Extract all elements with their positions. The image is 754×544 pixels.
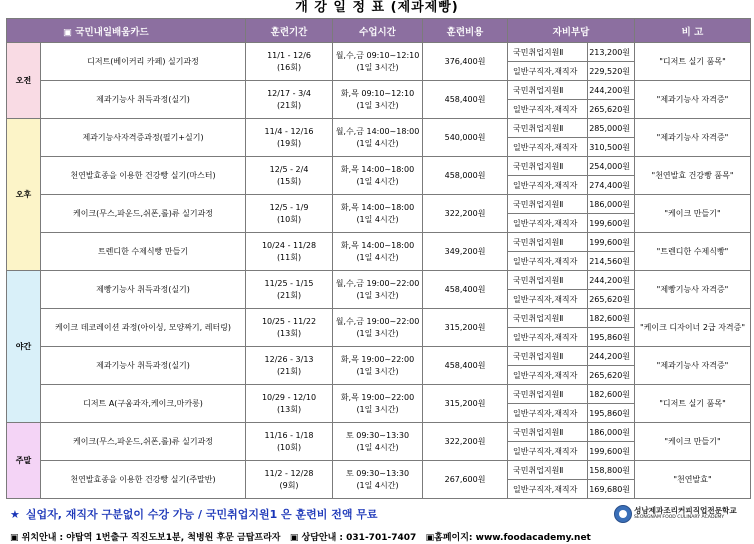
hours-time: 토 09:30~13:30: [345, 430, 410, 440]
course-name: 디저트(베이커리 카페) 실기과정: [41, 43, 246, 81]
course-note: "제과기능사 자격증": [635, 81, 751, 119]
period-sessions: (21회): [276, 100, 302, 110]
course-name: 케이크 데코레이션 과정(아이싱, 모양짜기, 레터링): [41, 309, 246, 347]
class-hours: [333, 81, 423, 119]
training-fee: 315,200원: [423, 385, 508, 423]
page-title: 개 강 일 정 표 (제과제빵): [295, 0, 459, 15]
course-note: "트렌디한 수제식빵": [635, 233, 751, 271]
course-note: "천연발효 건강빵 품목": [635, 157, 751, 195]
phone-info: ▣ 상담안내 : 031-701-7407: [289, 533, 417, 543]
course-note: "제과기능사 자격증": [635, 119, 751, 157]
copay-amount: 158,800원: [588, 461, 635, 480]
copay-category: 국민취업지원Ⅱ: [508, 309, 588, 328]
hours-time: 화,목 14:00~18:00: [340, 202, 415, 212]
copay-amount: 244,200원: [588, 81, 635, 100]
course-name: 제과기능사자격증과정(필기+실기): [41, 119, 246, 157]
copay-category: 국민취업지원Ⅱ: [508, 461, 588, 480]
hours-time: 토 09:30~13:30: [345, 468, 410, 478]
training-period: [246, 461, 333, 499]
copay-category: 국민취업지원Ⅱ: [508, 81, 588, 100]
training-period: [246, 271, 333, 309]
course-name: 트렌디한 수제식빵 만들기: [41, 233, 246, 271]
copay-category: 일반구직자,재직자: [508, 138, 588, 157]
training-period: [246, 233, 333, 271]
course-note: "천연발효": [635, 461, 751, 499]
course-name: 케이크(무스,파운드,쉬폰,롤)류 실기과정: [41, 423, 246, 461]
period-dates: 11/4 - 12/16: [264, 126, 314, 136]
hours-daily: (1일 3시간): [356, 62, 399, 72]
training-fee: 458,400원: [423, 271, 508, 309]
training-fee: 540,000원: [423, 119, 508, 157]
notice-text: 실업자, 재직자 구분없이 수강 가능 / 국민취업지원1 은 훈련비 전액 무료: [25, 508, 378, 521]
hours-daily: (1일 4시간): [356, 138, 399, 148]
copay-amount: 285,000원: [588, 119, 635, 138]
period-sessions: (19회): [276, 138, 302, 148]
period-sessions: (13회): [276, 328, 302, 338]
class-hours: [333, 347, 423, 385]
period-dates: 10/29 - 12/10: [261, 392, 317, 402]
hours-time: 월,수,금 19:00~22:00: [335, 278, 420, 288]
training-period: [246, 43, 333, 81]
school-logo: [614, 505, 754, 523]
course-note: "디저트 실기 품목": [635, 385, 751, 423]
table-row: [7, 119, 751, 138]
header-fee: 훈련비용: [423, 19, 508, 43]
copay-category: 국민취업지원Ⅱ: [508, 271, 588, 290]
homepage-link[interactable]: ▣홈페이지: www.foodacademy.net: [425, 533, 591, 543]
class-hours: [333, 195, 423, 233]
copay-category: 일반구직자,재직자: [508, 328, 588, 347]
school-emblem-icon: [614, 505, 632, 523]
copay-amount: 199,600원: [588, 442, 635, 461]
training-period: [246, 385, 333, 423]
hours-daily: (1일 3시간): [356, 366, 399, 376]
training-period: [246, 195, 333, 233]
training-fee: 376,400원: [423, 43, 508, 81]
course-note: "케이크 디자이너 2급 자격증": [635, 309, 751, 347]
training-fee: 322,200원: [423, 195, 508, 233]
table-row: [7, 385, 751, 404]
copay-category: 국민취업지원Ⅱ: [508, 347, 588, 366]
training-period: [246, 347, 333, 385]
header-course: ▣ 국민내일배움카드: [7, 19, 246, 43]
location-info: ▣ 위치안내 : 야탑역 1번출구 직진도보1분, 척병원 후문 금탑프라자: [10, 533, 281, 543]
copay-amount: 310,500원: [588, 138, 635, 157]
footer-info: [10, 530, 591, 543]
period-dates: 10/24 - 11/28: [261, 240, 317, 250]
training-fee: 349,200원: [423, 233, 508, 271]
copay-amount: 244,200원: [588, 271, 635, 290]
class-hours: [333, 385, 423, 423]
period-dates: 11/25 - 1/15: [264, 278, 314, 288]
copay-category: 일반구직자,재직자: [508, 100, 588, 119]
footer-notice: [10, 506, 378, 522]
hours-daily: (1일 3시간): [356, 290, 399, 300]
period-sessions: (10회): [276, 214, 302, 224]
hours-time: 화,목 14:00~18:00: [340, 164, 415, 174]
copay-category: 국민취업지원Ⅱ: [508, 195, 588, 214]
period-dates: 11/1 - 12/6: [267, 50, 311, 60]
copay-category: 일반구직자,재직자: [508, 214, 588, 233]
period-dates: 12/17 - 3/4: [267, 88, 311, 98]
period-dates: 12/5 - 2/4: [269, 164, 309, 174]
copay-amount: 195,860원: [588, 328, 635, 347]
training-fee: 458,400원: [423, 81, 508, 119]
period-dates: 12/26 - 3/13: [264, 354, 314, 364]
hours-daily: (1일 4시간): [356, 252, 399, 262]
period-dates: 11/16 - 1/18: [264, 430, 314, 440]
period-sessions: (11회): [276, 252, 302, 262]
table-row: [7, 347, 751, 366]
training-period: [246, 423, 333, 461]
copay-category: 국민취업지원Ⅱ: [508, 385, 588, 404]
table-row: [7, 309, 751, 328]
period-dates: 11/2 - 12/28: [264, 468, 314, 478]
training-period: [246, 309, 333, 347]
course-note: "디저트 실기 품목": [635, 43, 751, 81]
table-row: [7, 423, 751, 442]
period-sessions: (10회): [276, 442, 302, 452]
course-name: 천연발효종을 이용한 건강빵 실기(마스터): [41, 157, 246, 195]
period-sessions: (15회): [276, 176, 302, 186]
training-fee: 315,200원: [423, 309, 508, 347]
copay-amount: 254,000원: [588, 157, 635, 176]
copay-category: 일반구직자,재직자: [508, 62, 588, 81]
copay-category: 국민취업지원Ⅱ: [508, 423, 588, 442]
class-hours: [333, 233, 423, 271]
copay-category: 국민취업지원Ⅱ: [508, 119, 588, 138]
copay-amount: 265,620원: [588, 366, 635, 385]
copay-category: 일반구직자,재직자: [508, 252, 588, 271]
copay-category: 일반구직자,재직자: [508, 290, 588, 309]
class-hours: [333, 157, 423, 195]
copay-amount: 265,620원: [588, 290, 635, 309]
copay-amount: 265,620원: [588, 100, 635, 119]
table-row: [7, 271, 751, 290]
period-sessions: (9회): [279, 480, 299, 490]
time-slot-night: 야간: [7, 271, 41, 423]
time-slot-am: 오전: [7, 43, 41, 119]
copay-amount: 186,000원: [588, 195, 635, 214]
course-note: "제과기능사 자격증": [635, 347, 751, 385]
hours-time: 월,수,금 14:00~18:00: [335, 126, 420, 136]
time-slot-wkend: 주말: [7, 423, 41, 499]
table-row: [7, 43, 751, 62]
table-row: [7, 157, 751, 176]
class-hours: [333, 43, 423, 81]
copay-category: 국민취업지원Ⅱ: [508, 43, 588, 62]
copay-amount: 169,680원: [588, 480, 635, 499]
schedule-table: [6, 18, 751, 499]
course-name: 제과기능사 취득과정(실기): [41, 81, 246, 119]
period-sessions: (21회): [276, 366, 302, 376]
table-row: [7, 195, 751, 214]
course-name: 천연발효종을 이용한 건강빵 실기(주말반): [41, 461, 246, 499]
class-hours: [333, 309, 423, 347]
period-sessions: (21회): [276, 290, 302, 300]
course-name: 제과기능사 취득과정(실기): [41, 347, 246, 385]
copay-category: 일반구직자,재직자: [508, 176, 588, 195]
table-row: [7, 233, 751, 252]
copay-category: 일반구직자,재직자: [508, 442, 588, 461]
copay-amount: 182,600원: [588, 309, 635, 328]
training-fee: 267,600원: [423, 461, 508, 499]
header-period: 훈련기간: [246, 19, 333, 43]
training-fee: 322,200원: [423, 423, 508, 461]
training-period: [246, 157, 333, 195]
period-sessions: (13회): [276, 404, 302, 414]
class-hours: [333, 423, 423, 461]
table-row: [7, 81, 751, 100]
copay-amount: 186,000원: [588, 423, 635, 442]
class-hours: [333, 119, 423, 157]
header-hours: 수업시간: [333, 19, 423, 43]
copay-amount: 199,600원: [588, 233, 635, 252]
copay-amount: 244,200원: [588, 347, 635, 366]
table-row: [7, 461, 751, 480]
course-name: 케이크(무스,파운드,쉬폰,롤)류 실기과정: [41, 195, 246, 233]
hours-time: 화,목 19:00~22:00: [340, 392, 415, 402]
hours-daily: (1일 4시간): [356, 214, 399, 224]
hours-daily: (1일 4시간): [356, 480, 399, 490]
star-icon: ★: [10, 508, 20, 521]
course-name: 디저트 A(구움과자,케이크,마카롱): [41, 385, 246, 423]
hours-time: 월,수,금 19:00~22:00: [335, 316, 420, 326]
header-copay: 자비부담: [508, 19, 635, 43]
copay-category: 일반구직자,재직자: [508, 404, 588, 423]
course-note: "케이크 만들기": [635, 195, 751, 233]
course-name: 제빵기능사 취득과정(실기): [41, 271, 246, 309]
class-hours: [333, 461, 423, 499]
hours-daily: (1일 4시간): [356, 176, 399, 186]
copay-category: 국민취업지원Ⅱ: [508, 233, 588, 252]
hours-time: 화,목 19:00~22:00: [340, 354, 415, 364]
hours-daily: (1일 3시간): [356, 328, 399, 338]
time-slot-pm: 오후: [7, 119, 41, 271]
copay-category: 국민취업지원Ⅱ: [508, 157, 588, 176]
course-note: "케이크 만들기": [635, 423, 751, 461]
hours-daily: (1일 3시간): [356, 100, 399, 110]
training-fee: 458,000원: [423, 157, 508, 195]
copay-amount: 214,560원: [588, 252, 635, 271]
copay-amount: 213,200원: [588, 43, 635, 62]
hours-time: 화,목 09:10~12:10: [340, 88, 415, 98]
period-dates: 12/5 - 1/9: [269, 202, 309, 212]
school-name-en: SEONGNAM FOOD CULINARY ACADEMY: [634, 515, 725, 520]
copay-amount: 199,600원: [588, 214, 635, 233]
school-name: 성남제과조리커피직업전문학교: [634, 506, 737, 515]
copay-category: 일반구직자,재직자: [508, 366, 588, 385]
period-sessions: (16회): [276, 62, 302, 72]
hours-daily: (1일 3시간): [356, 404, 399, 414]
training-period: [246, 81, 333, 119]
copay-amount: 195,860원: [588, 404, 635, 423]
copay-amount: 274,400원: [588, 176, 635, 195]
hours-time: 월,수,금 09:10~12:10: [335, 50, 420, 60]
period-dates: 10/25 - 11/22: [261, 316, 317, 326]
course-note: "제빵기능사 자격증": [635, 271, 751, 309]
copay-amount: 229,520원: [588, 62, 635, 81]
training-period: [246, 119, 333, 157]
class-hours: [333, 271, 423, 309]
hours-daily: (1일 4시간): [356, 442, 399, 452]
header-note: 비 고: [635, 19, 751, 43]
hours-time: 화,목 14:00~18:00: [340, 240, 415, 250]
header-row: [7, 19, 751, 43]
training-fee: 458,400원: [423, 347, 508, 385]
copay-category: 일반구직자,재직자: [508, 480, 588, 499]
copay-amount: 182,600원: [588, 385, 635, 404]
